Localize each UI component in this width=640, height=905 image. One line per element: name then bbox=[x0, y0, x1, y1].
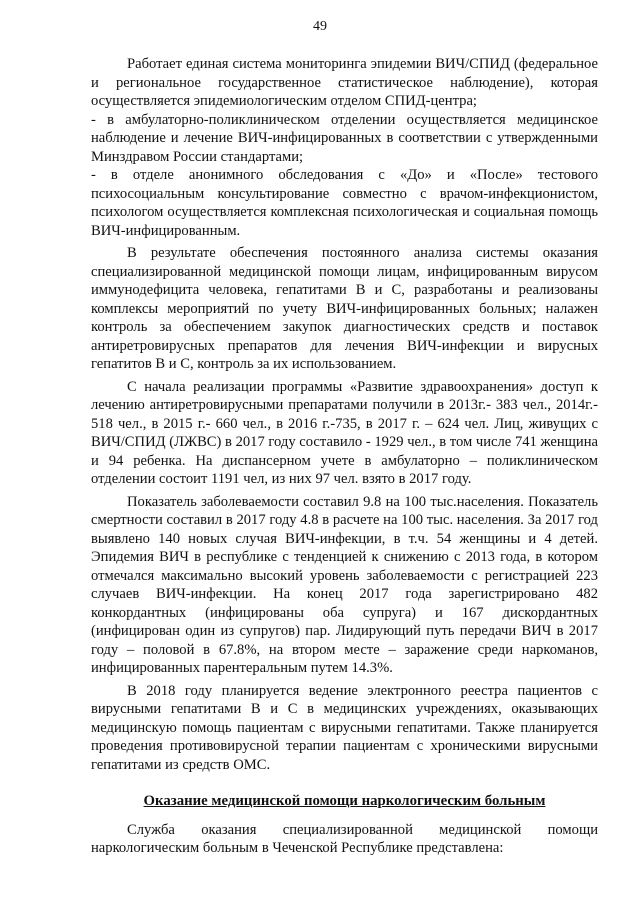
paragraph-incidence-statistics: Показатель заболеваемости составил 9.8 на 100 тыс.населения. Показатель смертности составил в 2017 году 4.8 в расчете на 100 тыс. населения. За 2017 год выявлено 140 новых случая ВИЧ-инфекции, в т.ч. 54 женщины и 4 детей. Эпидемия ВИЧ в республике с тенденцией к снижению с 2013 года, в котором отмечался максимально высокий уровень заболеваемости с регистрацией 223 случаев ВИЧ-инфекции. На конец 2017 года зарегистрировано 482 конкордантных (инфицированы оба супруга) и 167 дискордантных (инфицирован один из супругов) пар. Лидирующий путь передачи ВИЧ в 2017 году – половой в 67.8%, на втором месте – заражение среди наркоманов, инфицированных парентеральным путем 14.3%. bbox=[91, 493, 598, 676]
list-item-outpatient: - в амбулаторно-поликлиническом отделении осуществляется медицинское наблюдение и лечение ВИЧ-инфицированных в соответствии с утвержденными Минздравом России стандартами; bbox=[91, 111, 598, 165]
paragraph-narcology-service: Служба оказания специализированной медицинской помощи наркологическим больным в Чеченской Республике представлена: bbox=[91, 821, 598, 856]
list-item-anonymous-testing: - в отделе анонимного обследования с «До» и «После» тестового психосоциальным консультирование совместно с врачом-инфекционистом, психологом осуществляется комплексная психологическая и социальная помощь ВИЧ-инфицированным. bbox=[91, 167, 598, 239]
paragraph-analysis-results: В результате обеспечения постоянного анализа системы оказания специализированной медицинской помощи лицам, инфицированным вирусом иммунодефицита человека, гепатитами B и C, разработаны и реализованы комплексы мероприятий по учету ВИЧ-инфицированных больных; налажен контроль за обеспечением закупок диагностических средств и поставок антиретровирусных препаратов для лечения ВИЧ-инфекции и вирусных гепатитов B и C, контроль за их использованием. bbox=[91, 245, 598, 372]
paragraph-treatment-access: С начала реализации программы «Развитие здравоохранения» доступ к лечению антиретровирусными препаратами получили в 2013г.- 383 чел., 2014г.- 518 чел., в 2015 г.- 660 чел., в 2016 г.-735, в 2017 г. – 624 чел. Лиц, живущих с ВИЧ/СПИД (ЛЖВС) в 2017 году составило - 1929 чел., в том числе 741 женщина и 94 ребенка. На диспансерном учете в амбулаторно – поликлиническом отделении состоит 1191 чел, из них 97 чел. взято в 2017 году. bbox=[91, 378, 598, 487]
paragraph-2018-plans: В 2018 году планируется ведение электронного реестра пациентов с вирусными гепатитами B и C в медицинских учреждениях, оказывающих медицинскую помощь пациентам с вирусными гепатитами. Также планируется проведения противовирусной терапии пациентам с хроническими вирусными гепатитами из средств ОМС. bbox=[91, 682, 598, 773]
section-heading: Оказание медицинской помощи наркологическим больным bbox=[143, 793, 546, 809]
page-number: 49 bbox=[313, 19, 327, 34]
paragraph-monitoring-system: Работает единая система мониторинга эпидемии ВИЧ/СПИД (федеральное и региональное государственное статистическое наблюдение), которая осуществляется эпидемиологическим отделом СПИД-центра; bbox=[91, 56, 598, 109]
document-body bbox=[91, 55, 598, 858]
